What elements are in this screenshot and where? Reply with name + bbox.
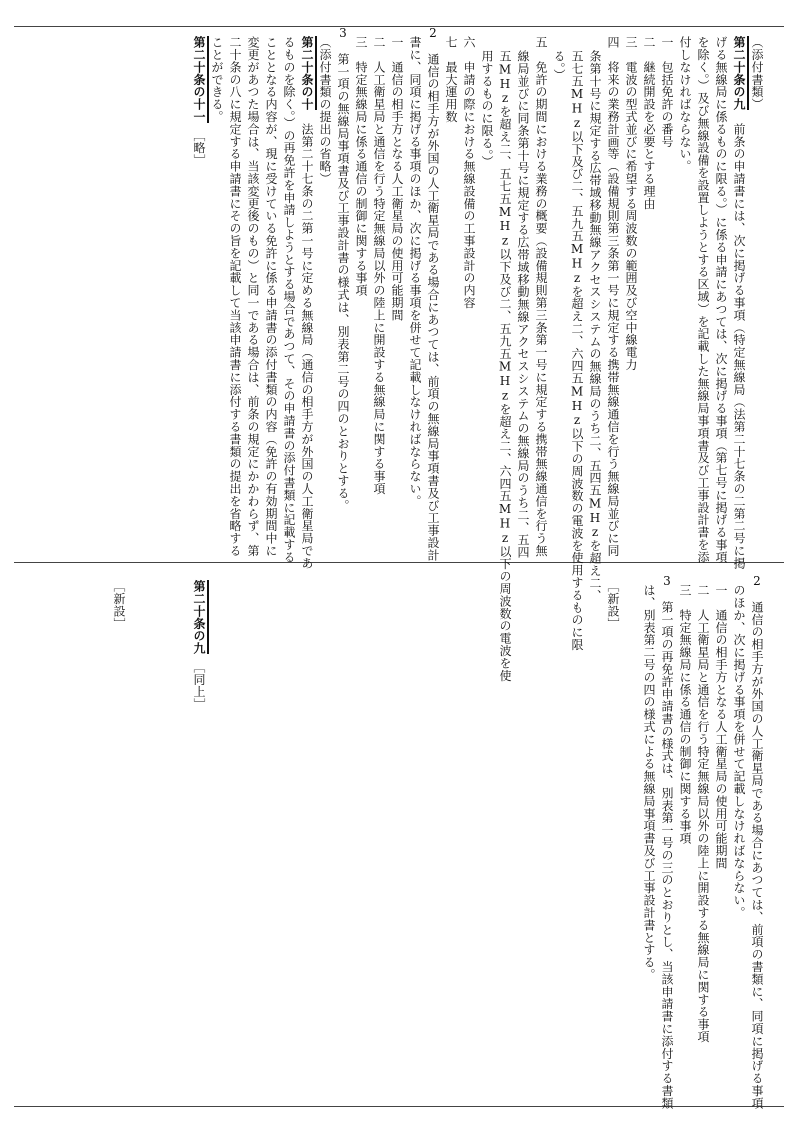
text-column [550, 50, 568, 81]
article-text: 用するものに限る。） [480, 50, 494, 168]
text-column [388, 36, 406, 321]
text-column [316, 36, 334, 185]
article-text: 五MHzを超え二、五七五MHz以下及び二、五九五MHzを超え二、六四五MHz以下の周波数の電波を使 [498, 50, 512, 682]
article-text: 三 特定無線局に係る通信の制御に関する事項 [354, 36, 368, 297]
article-text: げる無線局に係るものに限る。）に係る申請にあつては、次に掲げる事項（第七号に掲げる事項 [714, 36, 728, 564]
text-column [226, 36, 244, 557]
text-column [676, 36, 694, 172]
text-column [352, 36, 370, 296]
article-text: 四 将来の業務計画等（設備規則第三条第一号に規定する携帯無線通信を行う無線局並びに同 [606, 36, 620, 557]
text-column [658, 574, 676, 1109]
article-text: を除く。）及び無線設備を設置しようとする区域）を記載した無線局事項書及び工事設計書を添 [696, 36, 710, 564]
text-column [244, 36, 262, 557]
text-column [622, 36, 640, 371]
article-text: 一 通信の相手方となる人工衛星局の使用可能期間 [390, 36, 404, 322]
article-text: る。） [552, 50, 566, 82]
article-text: 五七五MHz以下及び二、五九五MHzを超え二、六四五MHz以下の周波数の電波を使用するものに限 [570, 50, 584, 651]
article-text: 二十条の八に規定する申請書にその旨を記載して当該申請書に添付する書類の提出を省略する [228, 36, 242, 557]
article-text: ［新設］ [606, 580, 620, 630]
article-text: 書に、同項に掲げる事項のほか、次に掲げる事項を併せて記載しなければならない。 [408, 36, 422, 508]
article-text: 三 電波の型式並びに希望する周波数の範囲及び空中線電力 [624, 36, 638, 371]
article-text: るものを除く。）の再免許を申請しようとする場合であつて、その申請書の添付書類に記載する [282, 36, 296, 564]
text-column [280, 36, 298, 563]
text-column [568, 50, 586, 651]
text-column [640, 584, 658, 981]
text-column [748, 36, 766, 110]
article-text: は、別表第二号の四の様式による無線局事項書及び工事設計書とする。 [642, 584, 656, 981]
text-column [334, 26, 352, 512]
article-text: 条第十号に規定する広帯域移動無線アクセスシステムの無線局のうち二、五四五MHzを超え二、 [588, 50, 602, 602]
text-column [442, 36, 460, 123]
text-column [514, 50, 532, 558]
article-text: ことができる。 [210, 36, 224, 123]
text-column [640, 36, 658, 210]
article-text: （添付書類の提出の省略） [318, 36, 332, 185]
article-text: こととなる内容が、現に受けている免許に係る申請書の添付書類の内容（免許の有効期間中に [264, 36, 278, 557]
text-column [676, 584, 694, 844]
text-column [460, 36, 478, 309]
text-column [712, 36, 730, 563]
article-text: 六 申請の際における無線設備の工事設計の内容 [462, 36, 476, 309]
text-column [190, 36, 208, 166]
top-rule [14, 26, 784, 27]
article-text: ［同上］ [192, 654, 206, 711]
article-text: ［略］ [192, 122, 206, 167]
article-text: 一 包括免許の番号 [660, 36, 674, 148]
text-column [298, 36, 316, 569]
article-text: 二 継続開設を必要とする理由 [642, 36, 656, 210]
text-column [262, 36, 280, 557]
text-column [532, 36, 550, 557]
article-text: 3 第一項の再免許申請書の様式は、別表第一号の三のとおりとし、当該申請書に添付する書類 [660, 574, 674, 1110]
text-column [208, 36, 226, 123]
article-text: 法第二十七条の二第一号に定める無線局（通信の相手方が外国の人工衛星局であ [300, 110, 314, 570]
text-column [190, 580, 208, 710]
article-text: 線局並びに同条第十号に規定する広帯域移動無線アクセスシステムの無線局のうち二、五四 [516, 50, 530, 559]
text-column [604, 580, 622, 630]
article-label: 第二十条の九 [732, 36, 749, 110]
article-label: 第二十条の十 [300, 36, 317, 110]
text-column [406, 36, 424, 507]
article-text: 二 人工衛星局と通信を行う特定無線局以外の陸上に開設する無線局に関する事項 [696, 584, 710, 1043]
article-text: 三 特定無線局に係る通信の制御に関する事項 [678, 584, 692, 845]
article-text: 前条の申請書には、次に掲げる事項（特定無線局（法第二十七条の二第二号に掲 [732, 110, 746, 570]
text-column [370, 36, 388, 495]
article-text: 一 通信の相手方となる人工衛星局の使用可能期間 [714, 584, 728, 870]
article-text: のほか、次に掲げる事項を併せて記載しなければならない。 [732, 584, 746, 919]
article-label: 第二十条の九 [192, 580, 209, 654]
text-column [658, 36, 676, 148]
text-column [694, 36, 712, 563]
article-text: 2 通信の相手方が外国の人工衛星局である場合にあつては、前項の書類に、同項に掲げる事項 [750, 574, 764, 1110]
text-column [694, 584, 712, 1043]
article-text: 付しなければならない。 [678, 36, 692, 173]
article-text: 五 免許の期間における業務の概要（設備規則第三条第一号に規定する携帯無線通信を行う無 [534, 36, 548, 557]
article-text: 3 第一項の無線局事項書及び工事設計書の様式は、別表第二号の四のとおりとする。 [336, 26, 350, 512]
text-column [478, 50, 496, 168]
article-text: 二 人工衛星局と通信を行う特定無線局以外の陸上に開設する無線局に関する事項 [372, 36, 386, 495]
article-text: 変更があつた場合は、当該変更後のもの）と同一である場合は、前条の規定にかかわらず、第 [246, 36, 260, 557]
article-text: （添付書類） [750, 36, 764, 111]
article-text: ［新設］ [112, 580, 126, 630]
article-text: 七 最大運用数 [444, 36, 458, 123]
text-column [604, 36, 622, 557]
article-label: 第二十条の十一 [192, 36, 209, 123]
text-column [748, 574, 766, 1109]
text-column [110, 580, 128, 630]
text-column [496, 50, 514, 682]
text-column [712, 584, 730, 869]
middle-rule [14, 562, 784, 563]
text-column [730, 584, 748, 919]
article-text: 2 通信の相手方が外国の人工衛星局である場合にあつては、前項の無線局事項書及び工事設計 [426, 26, 440, 562]
text-column [730, 36, 748, 569]
text-column [586, 50, 604, 602]
text-column [424, 26, 442, 561]
